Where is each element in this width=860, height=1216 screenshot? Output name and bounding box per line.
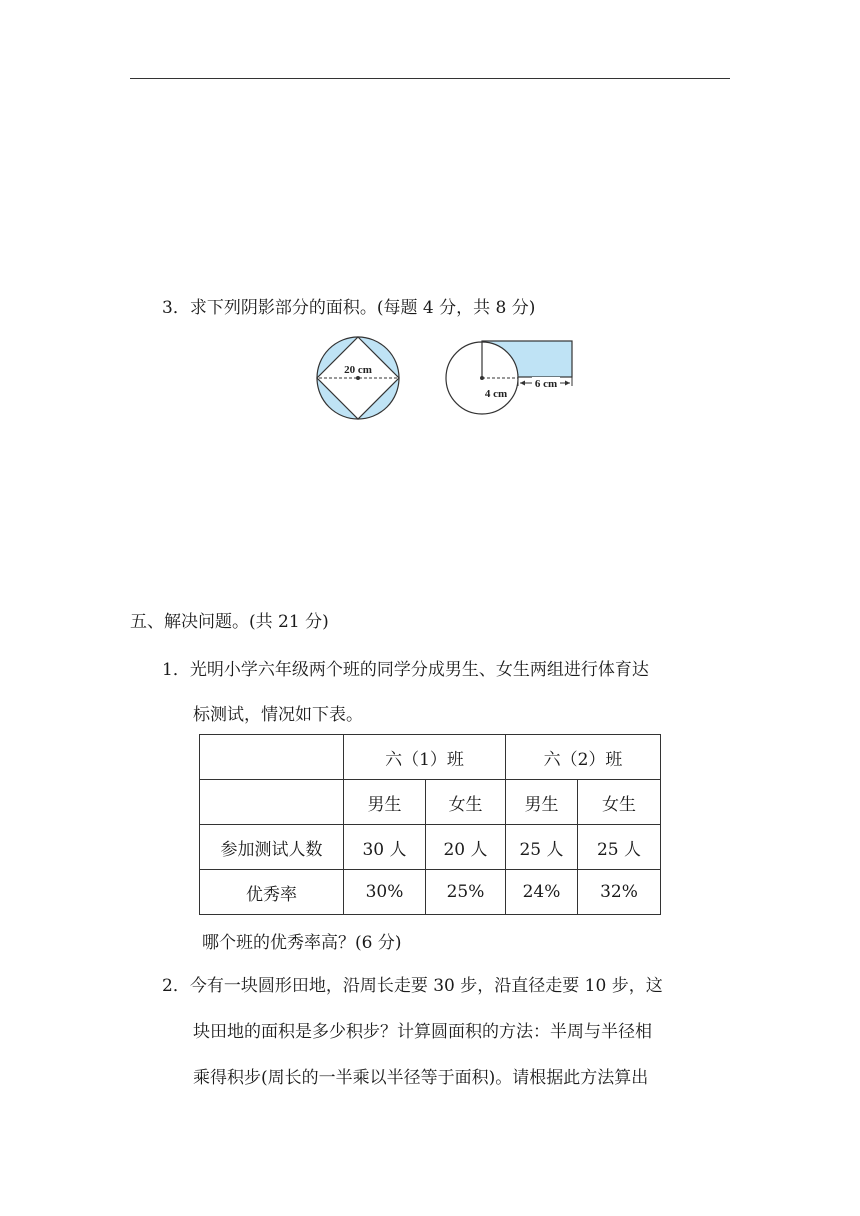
circle-center — [480, 376, 484, 380]
table-row — [200, 870, 661, 915]
rect-length-label: 6 cm — [534, 378, 558, 390]
table-corner-cell — [200, 735, 344, 780]
fitness-test-table — [199, 734, 661, 915]
center-dot — [356, 376, 360, 380]
table-cell: 30% — [344, 870, 426, 915]
class-1-girls-header: 女生 — [426, 780, 506, 825]
class-2-boys-header: 男生 — [506, 780, 578, 825]
table-empty-cell — [200, 780, 344, 825]
radius-label: 4 cm — [484, 388, 508, 400]
top-rule — [130, 78, 730, 79]
class-1-boys-header: 男生 — [344, 780, 426, 825]
table-cell: 20 人 — [426, 825, 506, 870]
table-cell: 25 人 — [506, 825, 578, 870]
arrow-right — [565, 381, 570, 386]
question-2-line-2: 块田地的面积是多少积步？计算圆面积的方法：半周与半径相 — [193, 1022, 652, 1042]
question-1-line-2: 标测试，情况如下表。 — [193, 705, 363, 725]
table-row — [200, 780, 661, 825]
table-row — [200, 735, 661, 780]
question-1-prompt: 哪个班的优秀率高？(6 分) — [202, 933, 402, 953]
class-1-header: 六（1）班 — [344, 735, 506, 780]
table-row — [200, 825, 661, 870]
table-cell: 24% — [506, 870, 578, 915]
question-2-line-1: 2．今有一块圆形田地，沿周长走要 30 步，沿直径走要 10 步，这 — [162, 976, 663, 996]
table-cell: 25 人 — [578, 825, 661, 870]
arrow-left — [520, 381, 525, 386]
table-cell: 25% — [426, 870, 506, 915]
question-1-line-1: 1．光明小学六年级两个班的同学分成男生、女生两组进行体育达 — [162, 660, 649, 680]
diameter-label: 20 cm — [344, 364, 372, 376]
table-cell: 32% — [578, 870, 661, 915]
class-2-header: 六（2）班 — [506, 735, 661, 780]
figure-circle-square — [314, 336, 406, 422]
section-5-heading: 五、解决问题。(共 21 分) — [130, 612, 329, 632]
question-2-line-3: 乘得积步(周长的一半乘以半径等于面积)。请根据此方法算出 — [193, 1068, 649, 1088]
figure-circle-rectangle — [444, 336, 584, 422]
excellence-rate-label: 优秀率 — [200, 870, 344, 915]
participants-label: 参加测试人数 — [200, 825, 344, 870]
table-cell: 30 人 — [344, 825, 426, 870]
question-3-title: 3．求下列阴影部分的面积。(每题 4 分，共 8 分) — [162, 298, 536, 318]
class-2-girls-header: 女生 — [578, 780, 661, 825]
